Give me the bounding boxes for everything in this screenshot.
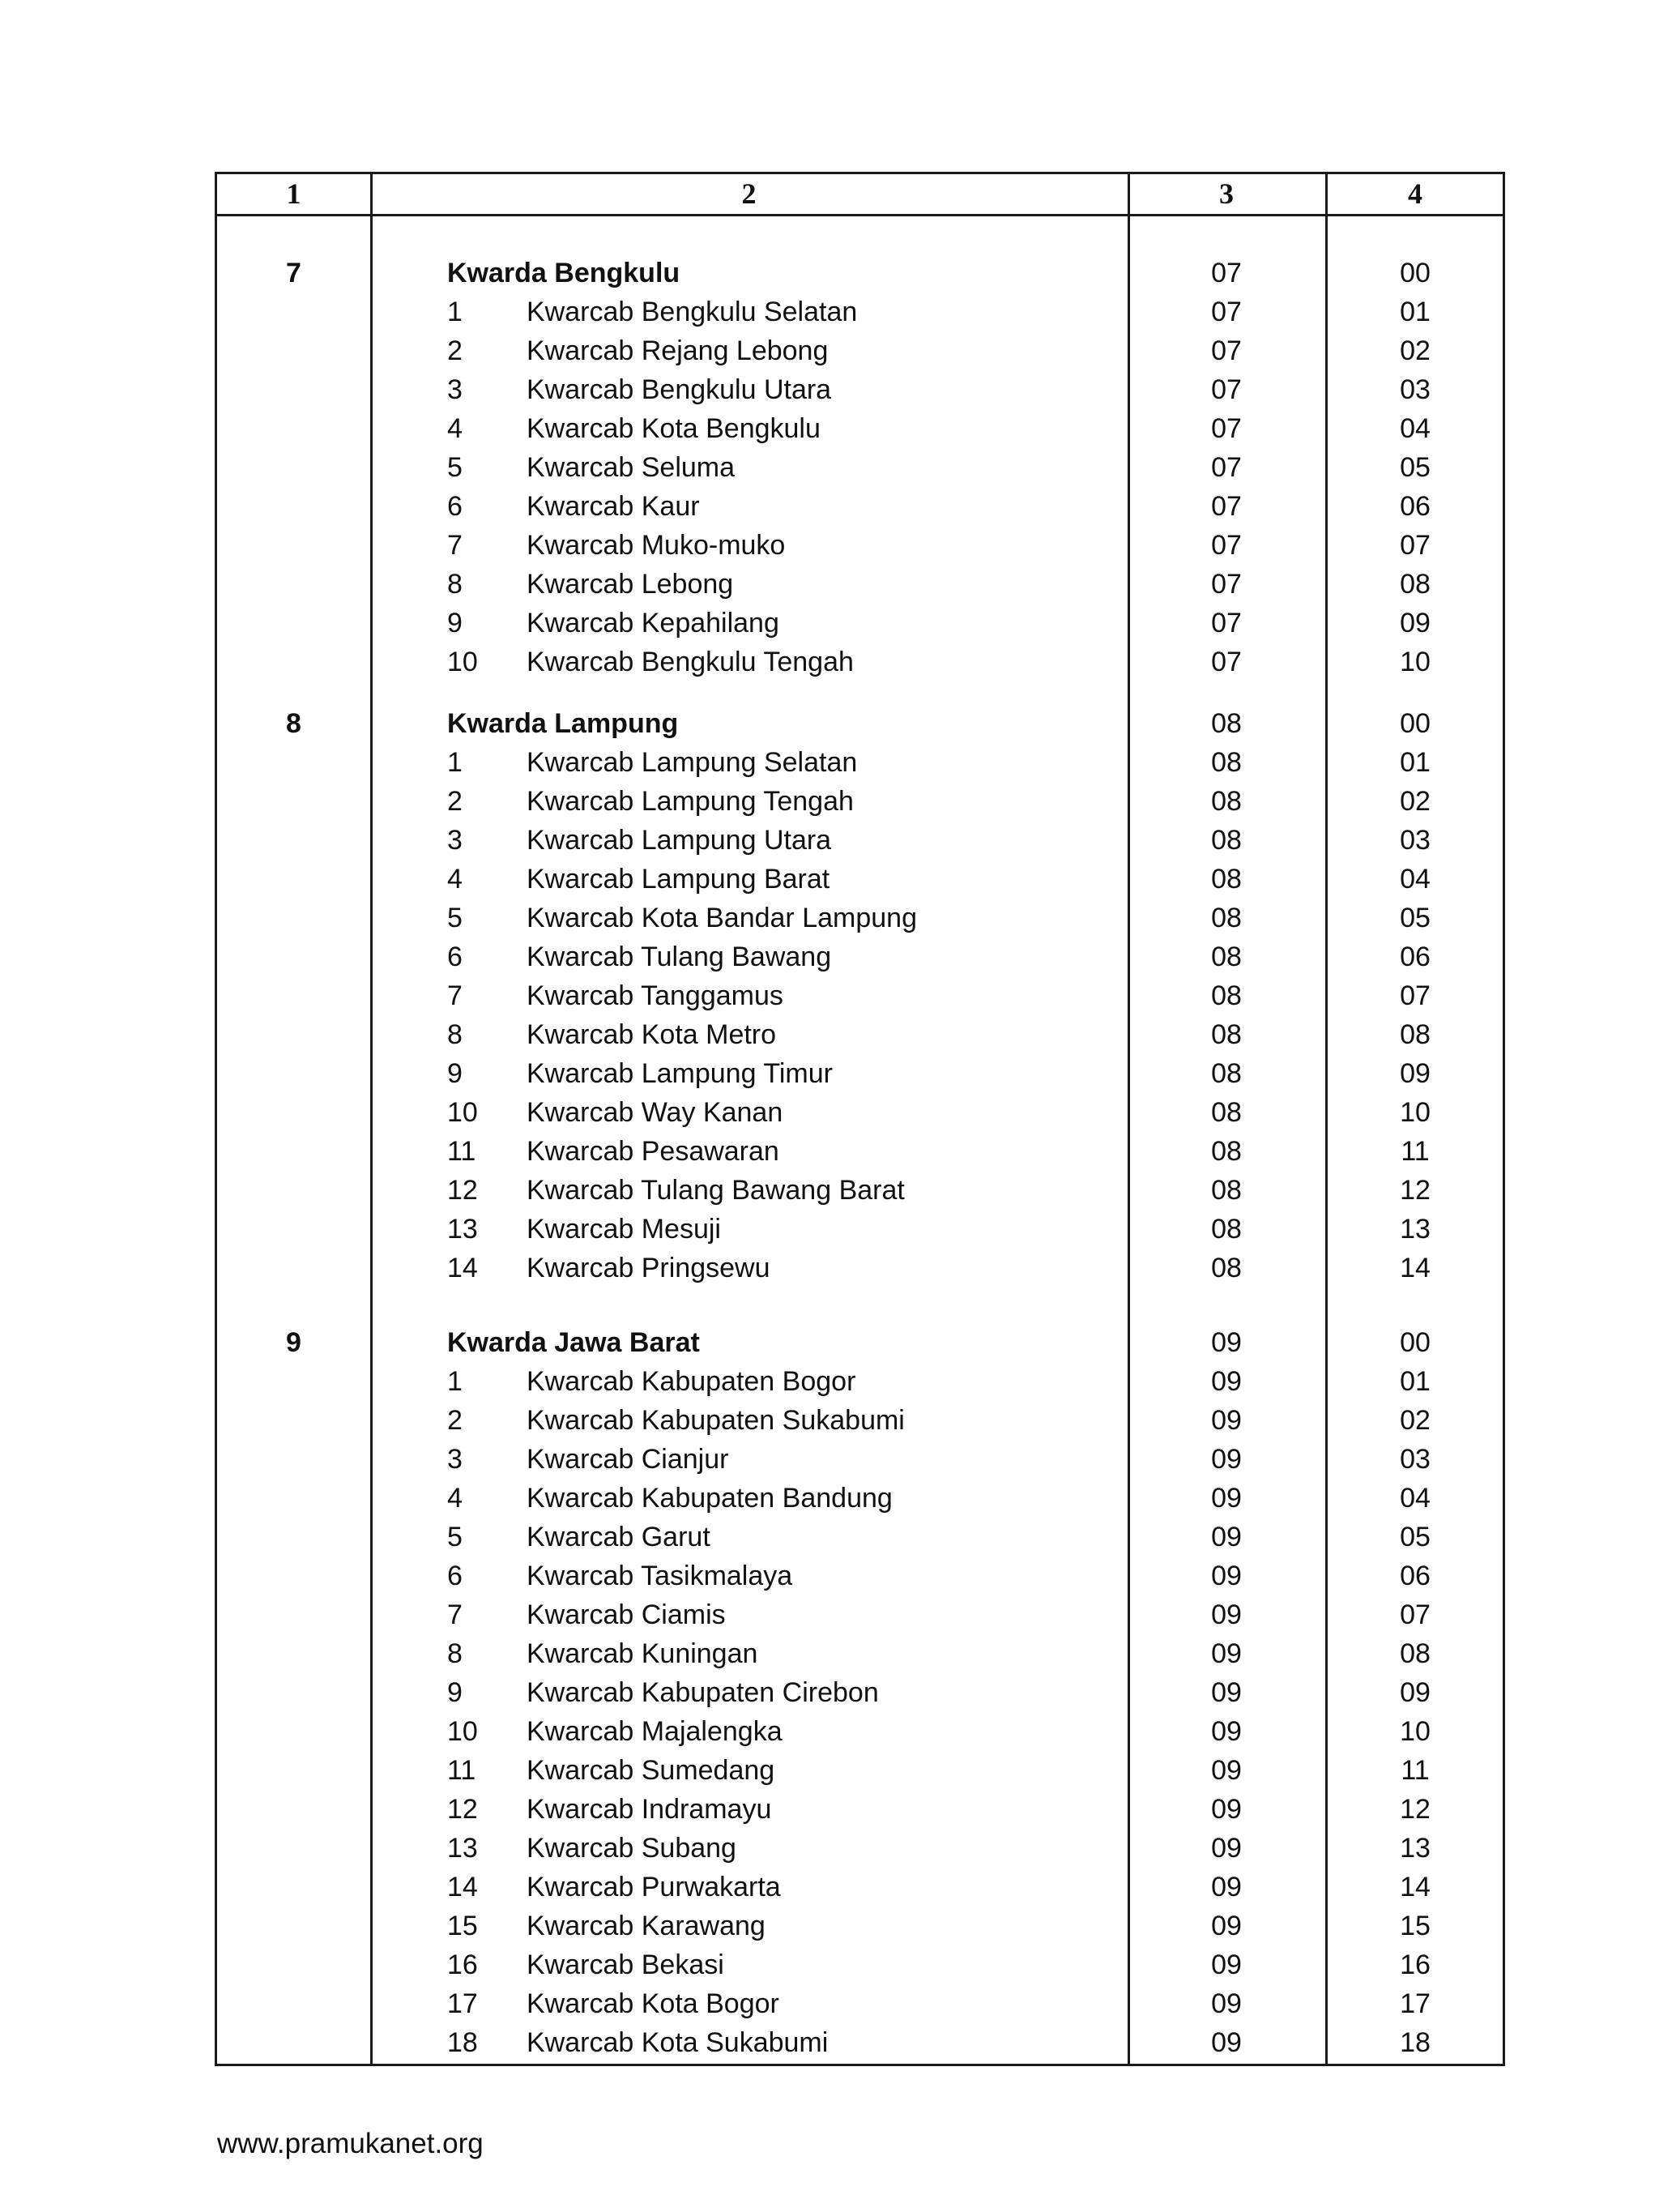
kwarcab-code-4: 01 (1400, 1366, 1431, 1397)
kwarcab-number: 8 (447, 1019, 463, 1050)
kwarcab-code-4: 05 (1400, 1522, 1431, 1552)
table-row (217, 1907, 1503, 1945)
kwarcab-name: Kwarcab Tasikmalaya (527, 1561, 793, 1591)
kwarcab-name: Kwarcab Lampung Timur (527, 1058, 833, 1089)
kwarcab-code-3: 08 (1211, 1097, 1242, 1128)
table-row (217, 526, 1503, 565)
kwarcab-name: Kwarcab Kota Bogor (527, 1988, 779, 2019)
kwarcab-name: Kwarcab Kabupaten Cirebon (527, 1677, 879, 1708)
kwarcab-name: Kwarcab Kabupaten Bogor (527, 1366, 856, 1397)
kwarda-code-4: 00 (1400, 258, 1431, 288)
table-row (217, 1362, 1503, 1401)
kwarcab-code-4: 10 (1400, 1097, 1431, 1128)
kwarcab-code-4: 10 (1400, 1716, 1431, 1747)
table-row (217, 1440, 1503, 1479)
table-row (217, 331, 1503, 370)
kwarcab-name: Kwarcab Sumedang (527, 1755, 775, 1786)
kwarcab-code-4: 02 (1400, 335, 1431, 366)
kwarcab-number: 1 (447, 747, 463, 778)
kwarda-name: Kwarda Bengkulu (447, 258, 680, 288)
kwarcab-code-4: 16 (1400, 1949, 1431, 1980)
kwarcab-number: 17 (447, 1988, 478, 2019)
kwarcab-code-4: 09 (1400, 1058, 1431, 1089)
kwarda-row (217, 1323, 1503, 1362)
kwarcab-number: 3 (447, 374, 463, 405)
table-row (217, 1054, 1503, 1093)
kwarcab-number: 3 (447, 825, 463, 856)
kwarcab-number: 1 (447, 297, 463, 327)
kwarda-number: 7 (286, 258, 301, 288)
kwarcab-number: 14 (447, 1872, 478, 1902)
table-row (217, 1401, 1503, 1440)
kwarcab-name: Kwarcab Garut (527, 1522, 710, 1552)
kwarcab-number: 1 (447, 1366, 463, 1397)
kwarcab-number: 4 (447, 413, 463, 444)
kwarcab-number: 13 (447, 1214, 478, 1245)
kwarcab-code-4: 13 (1400, 1833, 1431, 1864)
kwarcab-name: Kwarcab Kota Metro (527, 1019, 777, 1050)
table-row (217, 487, 1503, 526)
kwarcab-number: 5 (447, 903, 463, 933)
kwarcab-code-4: 01 (1400, 297, 1431, 327)
kwarda-code-3: 07 (1211, 258, 1242, 288)
table-row (217, 1132, 1503, 1171)
kwarcab-name: Kwarcab Kaur (527, 491, 700, 522)
kwarcab-code-4: 06 (1400, 491, 1431, 522)
kwarcab-name: Kwarcab Karawang (527, 1911, 766, 1941)
kwarcab-code-4: 08 (1400, 569, 1431, 600)
kwarcab-number: 7 (447, 980, 463, 1011)
kwarcab-number: 9 (447, 1058, 463, 1089)
table-row (217, 1479, 1503, 1518)
kwarcab-name: Kwarcab Subang (527, 1833, 736, 1864)
kwarcab-number: 11 (447, 1136, 476, 1167)
kwarcab-name: Kwarcab Cianjur (527, 1444, 729, 1475)
table-row (217, 1984, 1503, 2023)
kwarcab-name: Kwarcab Bengkulu Utara (527, 374, 832, 405)
kwarcab-code-3: 07 (1211, 413, 1242, 444)
kwarcab-name: Kwarcab Kepahilang (527, 608, 779, 638)
kwarcab-code-3: 09 (1211, 1366, 1242, 1397)
kwarcab-name: Kwarcab Pringsewu (527, 1253, 770, 1283)
kwarcab-name: Kwarcab Bengkulu Tengah (527, 647, 854, 677)
kwarcab-code-3: 08 (1211, 1058, 1242, 1089)
kwarcab-code-4: 11 (1401, 1136, 1430, 1167)
kwarcab-code-4: 17 (1400, 1988, 1431, 2019)
header-col-4: 4 (1408, 177, 1422, 210)
kwarcab-code-3: 08 (1211, 825, 1242, 856)
table-row (217, 1945, 1503, 1984)
kwarcab-code-4: 08 (1400, 1019, 1431, 1050)
kwarcab-code-3: 08 (1211, 903, 1242, 933)
table-row (217, 899, 1503, 937)
kwarcab-number: 12 (447, 1794, 478, 1825)
kwarcab-number: 14 (447, 1253, 478, 1283)
kwarcab-code-4: 07 (1400, 980, 1431, 1011)
kwarcab-number: 10 (447, 1097, 478, 1128)
header-col-1: 1 (286, 177, 301, 210)
table-row (217, 448, 1503, 487)
kwarcab-name: Kwarcab Bekasi (527, 1949, 724, 1980)
kwarcab-code-3: 09 (1211, 1794, 1242, 1825)
kwarcab-code-4: 04 (1400, 413, 1431, 444)
kwarcab-name: Kwarcab Majalengka (527, 1716, 783, 1747)
table-row (217, 1595, 1503, 1634)
kwarcab-name: Kwarcab Indramayu (527, 1794, 772, 1825)
kwarcab-code-3: 09 (1211, 1561, 1242, 1591)
table-row (217, 743, 1503, 782)
kwarcab-number: 16 (447, 1949, 478, 1980)
kwarcab-code-3: 07 (1211, 374, 1242, 405)
kwarda-name: Kwarda Lampung (447, 708, 679, 739)
kwarcab-name: Kwarcab Purwakarta (527, 1872, 781, 1902)
code-table (215, 172, 1505, 2066)
table-row (217, 1634, 1503, 1673)
kwarcab-number: 12 (447, 1175, 478, 1206)
kwarcab-name: Kwarcab Tulang Bawang (527, 942, 832, 972)
kwarcab-number: 4 (447, 1483, 463, 1514)
kwarcab-code-4: 07 (1400, 530, 1431, 561)
kwarcab-name: Kwarcab Kota Sukabumi (527, 2027, 829, 2058)
table-row (217, 1557, 1503, 1595)
table-row (217, 1829, 1503, 1868)
kwarcab-name: Kwarcab Pesawaran (527, 1136, 779, 1167)
kwarcab-name: Kwarcab Lampung Selatan (527, 747, 858, 778)
kwarcab-code-4: 01 (1400, 747, 1431, 778)
kwarcab-name: Kwarcab Kota Bengkulu (527, 413, 821, 444)
table-row (217, 1249, 1503, 1287)
kwarcab-name: Kwarcab Kabupaten Sukabumi (527, 1405, 905, 1436)
table-row (217, 937, 1503, 976)
table-row (217, 2023, 1503, 2062)
kwarcab-name: Kwarcab Ciamis (527, 1599, 726, 1630)
kwarcab-name: Kwarcab Kabupaten Bandung (527, 1483, 893, 1514)
kwarcab-code-3: 07 (1211, 569, 1242, 600)
kwarda-name: Kwarda Jawa Barat (447, 1327, 700, 1358)
kwarcab-name: Kwarcab Bengkulu Selatan (527, 297, 858, 327)
kwarcab-code-3: 08 (1211, 747, 1242, 778)
kwarcab-code-3: 09 (1211, 1911, 1242, 1941)
kwarcab-number: 4 (447, 864, 463, 895)
kwarcab-code-3: 09 (1211, 1444, 1242, 1475)
kwarcab-code-3: 08 (1211, 1253, 1242, 1283)
kwarcab-name: Kwarcab Tulang Bawang Barat (527, 1175, 905, 1206)
kwarcab-code-3: 09 (1211, 1677, 1242, 1708)
kwarcab-code-3: 08 (1211, 942, 1242, 972)
kwarcab-number: 9 (447, 608, 463, 638)
table-row (217, 1093, 1503, 1132)
kwarcab-number: 13 (447, 1833, 478, 1864)
kwarcab-code-3: 09 (1211, 1833, 1242, 1864)
kwarcab-code-3: 08 (1211, 1214, 1242, 1245)
kwarda-code-3: 08 (1211, 708, 1242, 739)
kwarcab-code-3: 09 (1211, 1872, 1242, 1902)
kwarcab-code-4: 09 (1400, 1677, 1431, 1708)
table-row (217, 1171, 1503, 1210)
table-row (217, 976, 1503, 1015)
table-row (217, 1673, 1503, 1712)
kwarcab-code-3: 08 (1211, 1175, 1242, 1206)
kwarcab-code-4: 11 (1401, 1755, 1430, 1786)
kwarda-code-4: 00 (1400, 1327, 1431, 1358)
kwarcab-name: Kwarcab Kuningan (527, 1638, 758, 1669)
kwarcab-name: Kwarcab Muko-muko (527, 530, 786, 561)
header-col-2: 2 (741, 177, 757, 210)
kwarcab-code-4: 15 (1400, 1911, 1431, 1941)
kwarcab-code-3: 09 (1211, 1949, 1242, 1980)
kwarcab-number: 2 (447, 1405, 463, 1436)
kwarcab-code-3: 08 (1211, 864, 1242, 895)
kwarcab-code-3: 09 (1211, 1483, 1242, 1514)
kwarcab-code-3: 08 (1211, 786, 1242, 817)
kwarcab-number: 6 (447, 1561, 463, 1591)
kwarcab-number: 7 (447, 1599, 463, 1630)
kwarcab-code-4: 05 (1400, 903, 1431, 933)
kwarcab-code-4: 03 (1400, 374, 1431, 405)
kwarcab-code-3: 08 (1211, 1019, 1242, 1050)
kwarcab-code-3: 08 (1211, 980, 1242, 1011)
kwarcab-code-4: 05 (1400, 452, 1431, 483)
kwarcab-name: Kwarcab Lampung Tengah (527, 786, 854, 817)
kwarcab-code-3: 07 (1211, 491, 1242, 522)
kwarcab-number: 2 (447, 786, 463, 817)
kwarcab-code-4: 08 (1400, 1638, 1431, 1669)
kwarda-row (217, 704, 1503, 743)
kwarcab-number: 8 (447, 569, 463, 600)
kwarcab-code-4: 10 (1400, 647, 1431, 677)
kwarcab-code-3: 07 (1211, 297, 1242, 327)
kwarcab-number: 15 (447, 1911, 478, 1941)
table-row (217, 1210, 1503, 1249)
table-row (217, 1868, 1503, 1907)
table-row (217, 565, 1503, 604)
kwarcab-name: Kwarcab Seluma (527, 452, 736, 483)
header-col-3: 3 (1219, 177, 1234, 210)
kwarcab-code-3: 08 (1211, 1136, 1242, 1167)
kwarda-code-3: 09 (1211, 1327, 1242, 1358)
kwarcab-code-4: 04 (1400, 1483, 1431, 1514)
kwarcab-code-4: 03 (1400, 1444, 1431, 1475)
table-row (217, 409, 1503, 448)
kwarcab-code-4: 18 (1400, 2027, 1431, 2058)
kwarcab-code-3: 09 (1211, 2027, 1242, 2058)
kwarcab-code-4: 13 (1400, 1214, 1431, 1245)
kwarcab-code-4: 07 (1400, 1599, 1431, 1630)
kwarcab-code-4: 09 (1400, 608, 1431, 638)
kwarcab-code-4: 12 (1400, 1175, 1431, 1206)
table-row (217, 604, 1503, 643)
table-body (217, 174, 1503, 2064)
kwarda-row (217, 254, 1503, 293)
kwarcab-code-3: 07 (1211, 452, 1242, 483)
kwarcab-code-3: 09 (1211, 1599, 1242, 1630)
kwarcab-name: Kwarcab Lampung Barat (527, 864, 830, 895)
table-row (217, 1751, 1503, 1790)
kwarcab-number: 2 (447, 335, 463, 366)
kwarcab-code-4: 02 (1400, 1405, 1431, 1436)
kwarcab-number: 10 (447, 1716, 478, 1747)
kwarda-code-4: 00 (1400, 708, 1431, 739)
footer-url: www.pramukanet.org (217, 2128, 484, 2159)
kwarcab-code-3: 07 (1211, 647, 1242, 677)
kwarcab-code-3: 09 (1211, 1988, 1242, 2019)
table-row (217, 370, 1503, 409)
kwarda-number: 9 (286, 1327, 301, 1358)
kwarda-number: 8 (286, 708, 301, 739)
kwarcab-name: Kwarcab Rejang Lebong (527, 335, 829, 366)
kwarcab-name: Kwarcab Kota Bandar Lampung (527, 903, 917, 933)
kwarcab-number: 11 (447, 1755, 476, 1786)
kwarcab-number: 5 (447, 1522, 463, 1552)
kwarcab-number: 6 (447, 942, 463, 972)
kwarcab-code-4: 06 (1400, 1561, 1431, 1591)
kwarcab-code-4: 03 (1400, 825, 1431, 856)
kwarcab-code-3: 09 (1211, 1405, 1242, 1436)
kwarcab-number: 7 (447, 530, 463, 561)
kwarcab-number: 10 (447, 647, 478, 677)
kwarcab-name: Kwarcab Lebong (527, 569, 734, 600)
kwarcab-code-3: 07 (1211, 530, 1242, 561)
kwarcab-code-4: 02 (1400, 786, 1431, 817)
kwarcab-number: 5 (447, 452, 463, 483)
kwarcab-code-3: 09 (1211, 1522, 1242, 1552)
kwarcab-number: 3 (447, 1444, 463, 1475)
kwarcab-number: 6 (447, 491, 463, 522)
kwarcab-code-4: 14 (1400, 1872, 1431, 1902)
kwarcab-code-3: 07 (1211, 335, 1242, 366)
table-row (217, 643, 1503, 681)
kwarcab-number: 9 (447, 1677, 463, 1708)
kwarcab-number: 8 (447, 1638, 463, 1669)
kwarcab-code-3: 09 (1211, 1755, 1242, 1786)
kwarcab-name: Kwarcab Mesuji (527, 1214, 721, 1245)
table-row (217, 782, 1503, 821)
kwarcab-code-3: 07 (1211, 608, 1242, 638)
kwarcab-code-4: 04 (1400, 864, 1431, 895)
kwarcab-code-4: 14 (1400, 1253, 1431, 1283)
kwarcab-code-4: 06 (1400, 942, 1431, 972)
kwarcab-name: Kwarcab Lampung Utara (527, 825, 832, 856)
kwarcab-name: Kwarcab Way Kanan (527, 1097, 783, 1128)
table-row (217, 1712, 1503, 1751)
kwarcab-number: 18 (447, 2027, 478, 2058)
table-row (217, 293, 1503, 331)
kwarcab-code-3: 09 (1211, 1716, 1242, 1747)
kwarcab-code-4: 12 (1400, 1794, 1431, 1825)
table-row (217, 1518, 1503, 1557)
table-row (217, 1015, 1503, 1054)
table-row (217, 1790, 1503, 1829)
table-row (217, 860, 1503, 899)
kwarcab-name: Kwarcab Tanggamus (527, 980, 783, 1011)
table-row (217, 821, 1503, 860)
kwarcab-code-3: 09 (1211, 1638, 1242, 1669)
